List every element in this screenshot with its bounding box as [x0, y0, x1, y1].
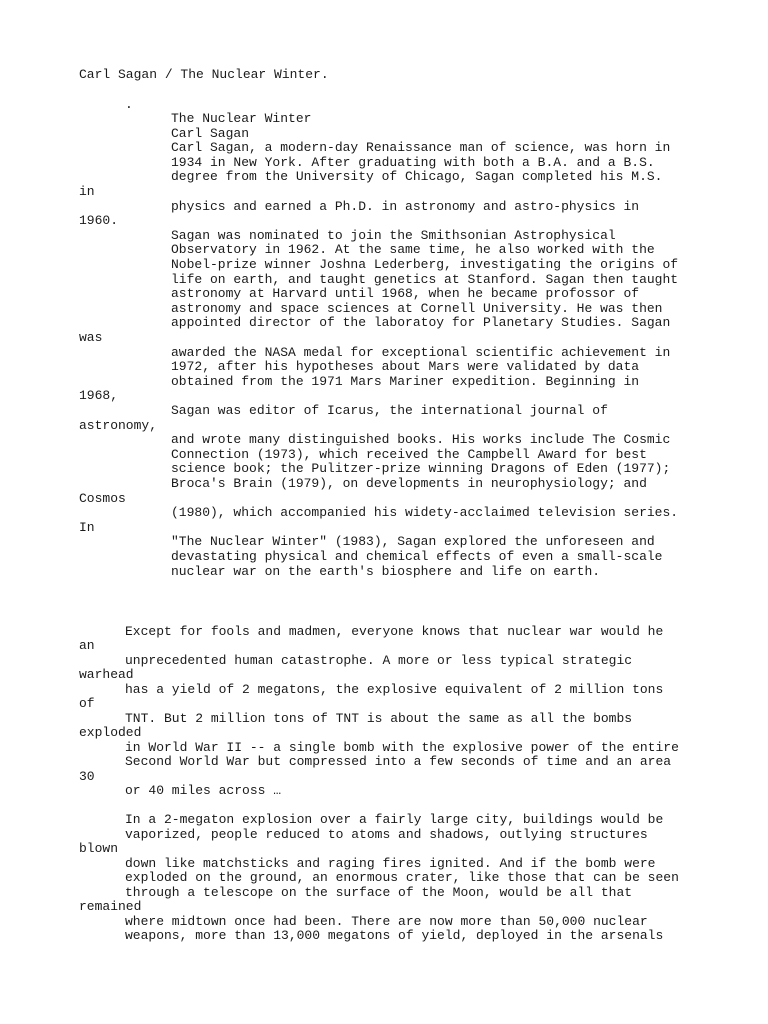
text-line: astronomy at Harvard until 1968, when he became profossor of	[171, 286, 640, 301]
text-line: TNT. But 2 million tons of TNT is about the same as all the bombs	[125, 711, 633, 726]
text-line: or 40 miles across …	[125, 783, 282, 798]
text-line: astronomy,	[79, 418, 158, 433]
text-line: science book; the Pulitzer-prize winning Dragons of Eden (1977);	[171, 461, 671, 476]
text-line: where midtown once had been. There are now more than 50,000 nuclear	[125, 914, 648, 929]
text-line: Broca's Brain (1979), on developments in neurophysiology; and	[171, 476, 647, 491]
text-line: Observatory in 1962. At the same time, he also worked with the	[171, 242, 655, 257]
text-line: remained	[79, 899, 142, 914]
text-line: astronomy and space sciences at Cornell University. He was then	[171, 301, 663, 316]
text-line: vaporized, people reduced to atoms and shadows, outlying structures	[125, 827, 648, 842]
intro-heading: The Nuclear Winter	[171, 111, 312, 126]
text-line: warhead	[79, 667, 134, 682]
text-line: awarded the NASA medal for exceptional scientific achievement in	[171, 345, 671, 360]
text-line: Sagan was editor of Icarus, the international journal of	[171, 403, 608, 418]
text-line: Nobel-prize winner Joshna Lederberg, investigating the origins of	[171, 257, 679, 272]
text-line: obtained from the 1971 Mars Mariner expedition. Beginning in	[171, 374, 640, 389]
bullet-dot: .	[125, 97, 133, 112]
text-line: (1980), which accompanied his widety-acclaimed television series.	[171, 505, 679, 520]
text-line: Second World War but compressed into a few seconds of time and an area	[125, 754, 672, 769]
text-line: appointed director of the laboratoy for Planetary Studies. Sagan	[171, 315, 671, 330]
text-line: 1934 in New York. After graduating with both a B.A. and a B.S.	[171, 155, 655, 170]
text-line: exploded on the ground, an enormous crater, like those that can be seen	[125, 870, 679, 885]
text-line: "The Nuclear Winter" (1983), Sagan explored the unforeseen and	[171, 534, 655, 549]
text-line: 1968,	[79, 388, 119, 403]
text-line: nuclear war on the earth's biosphere and life on earth.	[171, 564, 601, 579]
text-line: Except for fools and madmen, everyone knows that nuclear war would he	[125, 624, 664, 639]
document-title: Carl Sagan / The Nuclear Winter.	[79, 67, 329, 82]
text-line: devastating physical and chemical effects of even a small-scale	[171, 549, 663, 564]
text-line: Carl Sagan, a modern-day Renaissance man of science, was horn in	[171, 140, 671, 155]
text-line: and wrote many distinguished books. His works include The Cosmic	[171, 432, 671, 447]
text-line: In	[79, 520, 95, 535]
text-line: degree from the University of Chicago, Sagan completed his M.S.	[171, 169, 663, 184]
text-line: unprecedented human catastrophe. A more or less typical strategic	[125, 653, 633, 668]
text-line: blown	[79, 841, 119, 856]
text-line: an	[79, 638, 95, 653]
text-line: 1960.	[79, 213, 119, 228]
text-line: in	[79, 184, 95, 199]
text-line: of	[79, 696, 95, 711]
text-line: weapons, more than 13,000 megatons of yield, deployed in the arsenals	[125, 928, 664, 943]
text-line: was	[79, 330, 103, 345]
text-line: physics and earned a Ph.D. in astronomy and astro-physics in	[171, 199, 640, 214]
text-line: life on earth, and taught genetics at Stanford. Sagan then taught	[171, 272, 679, 287]
text-line: In a 2-megaton explosion over a fairly large city, buildings would be	[125, 812, 664, 827]
text-line: 1972, after his hypotheses about Mars were validated by data	[171, 359, 640, 374]
text-line: Connection (1973), which received the Campbell Award for best	[171, 447, 647, 462]
text-line: down like matchsticks and raging fires ignited. And if the bomb were	[125, 856, 656, 871]
text-line: through a telescope on the surface of the Moon, would be all that	[125, 885, 633, 900]
text-line: in World War II -- a single bomb with the explosive power of the entire	[125, 740, 679, 755]
text-line: exploded	[79, 725, 142, 740]
text-line: 30	[79, 769, 95, 784]
text-line: Sagan was nominated to join the Smithsonian Astrophysical	[171, 228, 616, 243]
text-line: Cosmos	[79, 491, 126, 506]
text-line: has a yield of 2 megatons, the explosive equivalent of 2 million tons	[125, 682, 664, 697]
intro-author: Carl Sagan	[171, 126, 250, 141]
